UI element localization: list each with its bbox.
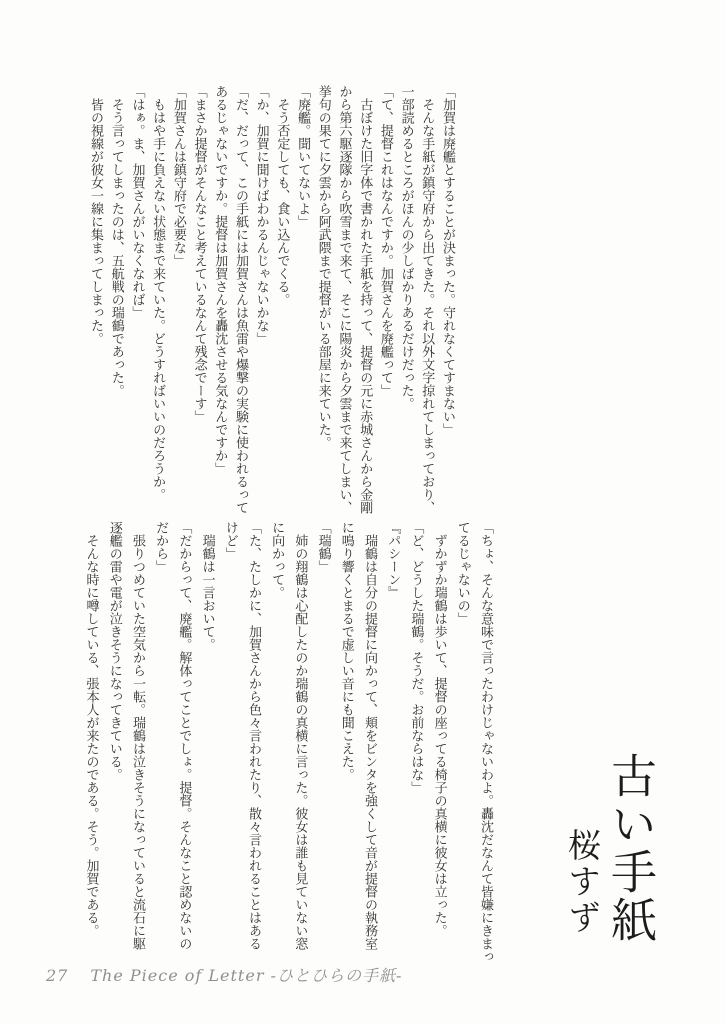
text-line: 「て、提督これはなんですか。加賀さんを廃艦って」 [378, 85, 394, 397]
text-line: 「ど、どうした瑞鶴。そうだ。お前ならはな」 [409, 521, 425, 794]
text-line: 「加賀さんは鎮守府で必要な」 [171, 85, 187, 267]
text-line: 瑞鶴は自分の提督に向かって、頬をビンタを強くして音が提督の執務室 [362, 534, 378, 950]
text-line: 「た、たしかに、加賀さんから色々言われたり、散々言われることはある [246, 521, 262, 950]
story-text-block-top [84, 85, 458, 535]
footer-series-title: The Piece of Letter -ひとひらの手紙- [90, 966, 403, 985]
text-line: 「加賀は廃艦とすることが決まった。守れなくてすまない」 [441, 85, 456, 436]
text-line: あるじゃないですか。提督は加賀さんを轟沈させる気なんですか」 [213, 85, 229, 475]
text-line: 「ちょ、そんな意味で言ったわけじゃないわよ。轟沈だなんて皆嫌にきまっ [479, 521, 494, 963]
text-line: 一部読めるところがほんの少しばかりあるだけだった。 [399, 85, 415, 410]
text-line: から第六駆逐隊から吹雪まで来て、そこに陽炎から夕雲まで来てしまい、 [337, 85, 353, 514]
text-line: 皆の視線が彼女一線に集まってしまった。 [89, 98, 105, 345]
text-line: てるじゃないの」 [455, 521, 471, 625]
text-line: 「か、加賀に聞けばわかるんじゃないかな」 [254, 85, 270, 345]
author-name: 桜すず [563, 828, 599, 936]
text-line: に鳴り響くとまるで虚しい音にも聞こえた。 [339, 521, 355, 781]
text-line: だから」 [154, 521, 170, 573]
text-line: そう否定しても、食い込んでくる。 [275, 98, 291, 306]
text-line: そう言ってしまったのは、五航戦の瑞鶴であった。 [109, 98, 125, 397]
story-title: 古い手紙 [605, 752, 656, 944]
footer [46, 963, 402, 986]
text-line: 「だ、だって、この手紙には加賀さんは魚雷や爆撃の実験に使われるって [233, 85, 249, 514]
text-line: もはや手に負えない状態まで来ていた。どうすればいいのだろうか。 [151, 98, 167, 501]
story-text-block-bottom [79, 521, 498, 973]
text-line: 「まさか提督がそんなこと考えているなんて残念でーす」 [192, 85, 208, 423]
text-line: 逐艦の雷や電が泣きそうになってきている。 [107, 521, 123, 781]
text-line: 姉の翔鶴は心配したのか瑞鶴の真横に言った。彼女は誰も見ていない窓 [293, 534, 309, 950]
text-line: 張りつめていた空気から一転。瑞鶴は泣きそうになっていると流石に駆 [130, 534, 146, 950]
text-line: に向かって。 [270, 521, 286, 599]
text-line: ずかずか瑞鶴は歩いて、提督の座ってる椅子の真横に彼女は立った。 [432, 534, 448, 937]
text-line: けど」 [223, 521, 239, 560]
text-line: 『パシーン』 [386, 521, 402, 599]
text-line: そんな時に噂している、張本人が来たのである。そう。加賀である。 [84, 534, 100, 937]
text-line: 古ぼけた旧字体で書かれた手紙を持って、提督の元に赤城さんから金剛 [358, 98, 374, 514]
page-number: 27 [46, 966, 69, 985]
text-line: そんな手紙が鎮守府から出てきた。それ以外文字掠れてしまっており、 [420, 98, 436, 514]
text-line: 挙句の果てに夕雲から阿武隈まで提督がいる部屋に来ていた。 [316, 85, 332, 449]
text-line: 瑞鶴は一言おいて。 [200, 534, 216, 651]
text-line: 「廃艦。聞いてないよ」 [296, 85, 312, 228]
text-line: 「はぁ。ま、加賀さんがいなくなれば」 [130, 85, 146, 319]
text-line: 「瑞鶴」 [316, 521, 332, 573]
text-line: 「だからって、廃艦。解体ってことでしょ。提督。そんなこと認めないの [177, 521, 193, 950]
